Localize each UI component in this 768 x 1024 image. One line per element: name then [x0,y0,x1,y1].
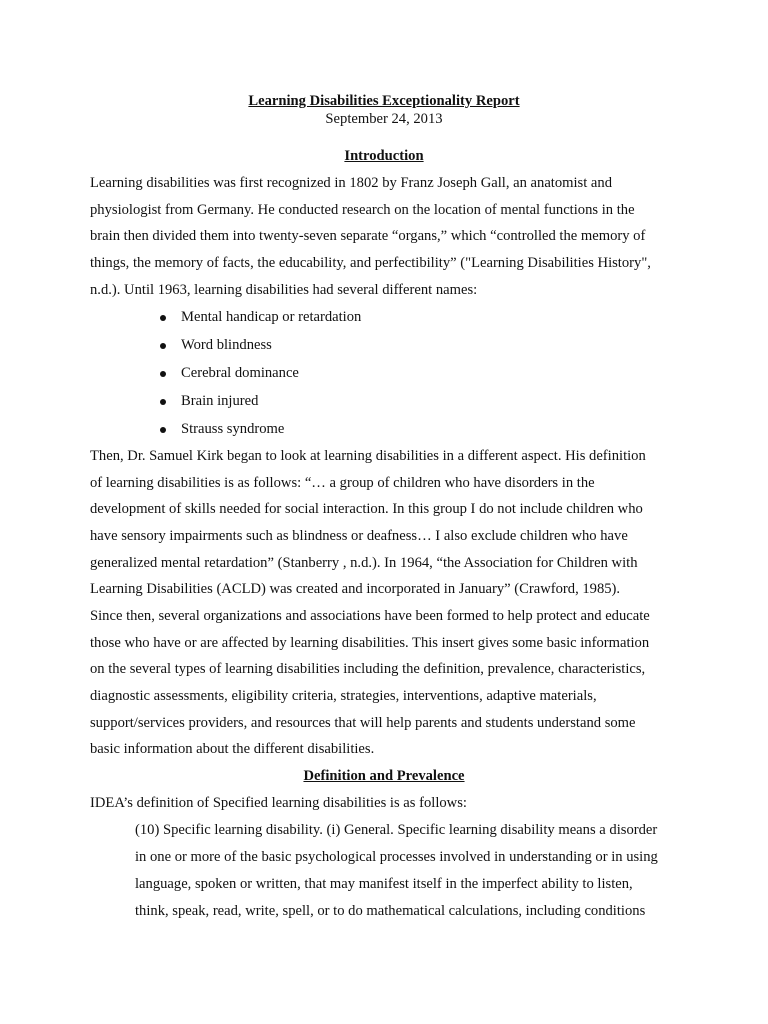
definition-heading: Definition and Prevalence [303,768,465,784]
list-item-label: Strauss syndrome [181,421,285,437]
paragraph-line: support/services providers, and resources that will help parents and students understand some [90,715,636,731]
quote-line: think, speak, read, write, spell, or to do mathematical calculations, including conditions [135,903,646,919]
paragraph-line: have sensory impairments such as blindness or deafness… I also exclude children who have [90,528,628,544]
bullet-icon [160,399,166,405]
document-date: September 24, 2013 [325,111,443,127]
paragraph-line: Since then, several organizations and associations have been formed to help protect and educate [90,608,650,624]
list-item-label: Mental handicap or retardation [181,309,362,325]
paragraph-line: development of skills needed for social interaction. In this group I do not include children who [90,501,643,517]
paragraph-line: physiologist from Germany. He conducted research on the location of mental functions in the [90,202,635,218]
definition-intro: IDEA’s definition of Specified learning disabilities is as follows: [90,795,467,811]
list-item-label: Brain injured [181,393,259,409]
paragraph-line: Learning disabilities was first recognized in 1802 by Franz Joseph Gall, an anatomist and [90,175,613,191]
paragraph-line: on the several types of learning disabilities including the definition, prevalence, characteristics, [90,661,646,677]
paragraph-line: n.d.). Until 1963, learning disabilities had several different names: [90,282,478,298]
bullet-icon [160,315,166,321]
bullet-icon [160,427,166,433]
paragraph-line: things, the memory of facts, the educability, and perfectibility” ("Learning Disabilities History", [90,255,651,271]
paragraph-line: brain then divided them into twenty-seven separate “organs,” which “controlled the memory of [90,228,646,244]
paragraph-line: generalized mental retardation” (Stanberry , n.d.). In 1964, “the Association for Children with [90,555,638,571]
quote-line: (10) Specific learning disability. (i) General. Specific learning disability means a disorder [135,822,658,838]
introduction-heading: Introduction [344,148,424,164]
quote-line: in one or more of the basic psychological processes involved in understanding or in using [135,849,658,865]
paragraph-line: basic information about the different disabilities. [90,741,375,757]
paragraph-line: Then, Dr. Samuel Kirk began to look at learning disabilities in a different aspect. His definition [90,448,646,464]
paragraph-line: diagnostic assessments, eligibility criteria, strategies, interventions, adaptive materials, [90,688,597,704]
paragraph-line: Learning Disabilities (ACLD) was created and incorporated in January” (Crawford, 1985). [90,581,621,597]
quote-line: language, spoken or written, that may manifest itself in the imperfect ability to listen, [135,876,633,892]
paragraph-line: those who have or are affected by learning disabilities. This insert gives some basic information [90,635,650,651]
paragraph-line: of learning disabilities is as follows: “… a group of children who have disorders in the [90,475,595,491]
list-item-label: Word blindness [181,337,272,353]
document-title: Learning Disabilities Exceptionality Report [248,93,520,109]
bullet-icon [160,343,166,349]
list-item-label: Cerebral dominance [181,365,299,381]
bullet-icon [160,371,166,377]
